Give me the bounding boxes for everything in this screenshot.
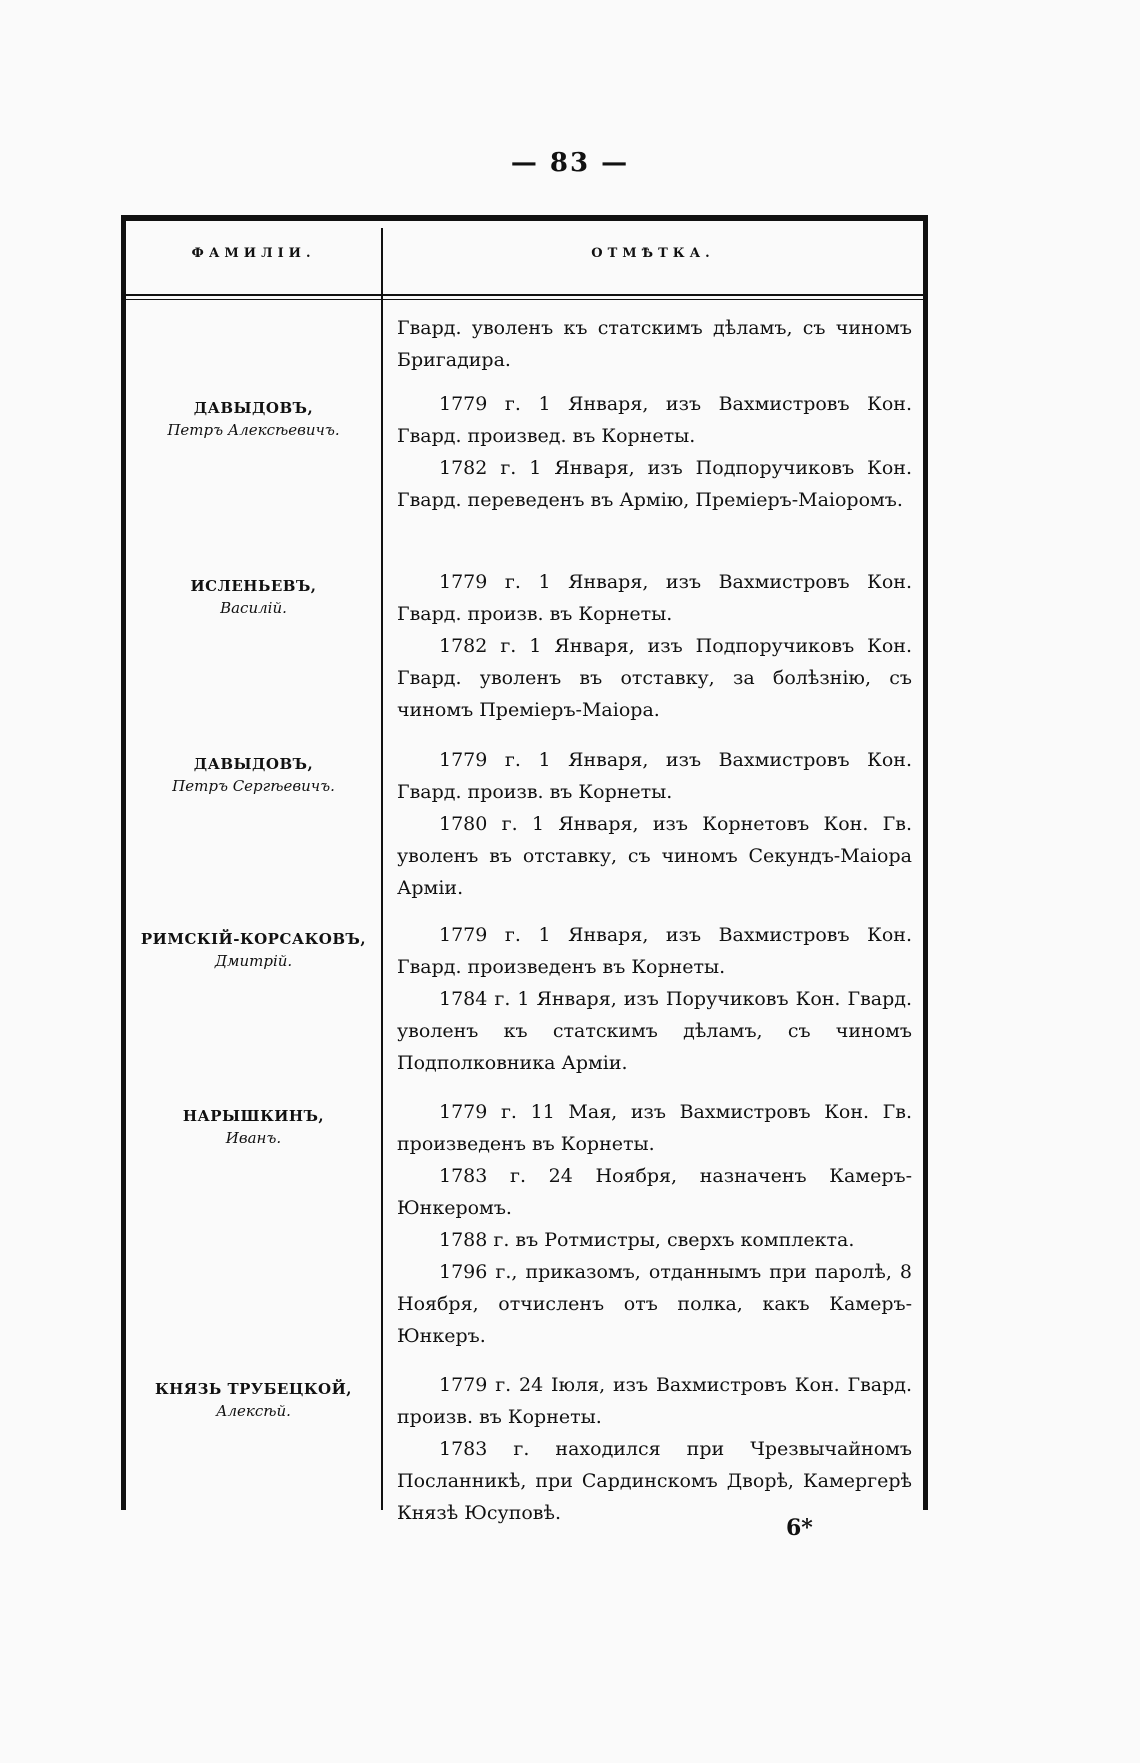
header-names: ФАМИЛІИ. [191,246,316,261]
name-block-trubetskoy [126,1378,381,1422]
entry-davydov-petr-a [397,388,912,516]
entry-paragraph: 1796 г., приказомъ, отданнымъ при паролѣ, 8 Ноября, отчисленъ отъ полка, какъ Камеръ-Юнкеръ. [397,1261,912,1347]
surname: НАРЫШКИНЪ, [182,1107,325,1125]
column-divider [381,228,383,1510]
entry-paragraph: 1782 г. 1 Января, изъ Подпоручиковъ Кон. Гвард. переведенъ въ Армію, Премiеръ-Маiоромъ. [397,457,912,511]
given-name: Василій. [220,599,287,617]
entry-paragraph: 1783 г. находился при Чрезвычайномъ Посланникѣ, при Сардинскомъ Дворѣ, Камергерѣ Князѣ Юсуповѣ. [397,1438,912,1524]
given-name: Алексѣй. [216,1402,291,1420]
page-number: — 83 — [510,148,630,178]
given-name: Петръ Алексѣевичъ. [167,421,340,439]
entry-paragraph: 1779 г. 24 Іюля, изъ Вахмистровъ Кон. Гвард. произв. въ Корнеты. [397,1374,912,1428]
entry-davydov-petr-s [397,744,912,904]
surname: КНЯЗЬ ТРУБЕЦКОЙ, [155,1380,352,1398]
name-block-davydov-petr-s [126,753,381,797]
entry-paragraph: 1779 г. 1 Января, изъ Вахмистровъ Кон. Гвард. произвед. въ Корнеты. [397,393,912,447]
entry-paragraph: 1782 г. 1 Января, изъ Подпоручиковъ Кон. Гвард. уволенъ въ отставку, за болѣзнію, съ чиномъ Премiеръ-Маiора. [397,635,912,721]
entry-paragraph: 1779 г. 1 Января, изъ Вахмистровъ Кон. Гвард. произв. въ Корнеты. [397,571,912,625]
entry-naryshkin [397,1096,912,1352]
entry-paragraph: 1779 г. 11 Мая, изъ Вахмистровъ Кон. Гв. произведенъ въ Корнеты. [397,1101,912,1155]
name-block-naryshkin [126,1105,381,1149]
entry-paragraph: 1783 г. 24 Ноября, назначенъ Камеръ-Юнкеромъ. [397,1165,912,1219]
given-name: Дмитрій. [214,952,293,970]
entry-trubetskoy [397,1369,912,1529]
signature-mark: 6* [786,1515,813,1541]
name-block-rimsky-korsakov [126,928,381,972]
entry-paragraph: 1788 г. въ Ротмистры, сверхъ комплекта. [439,1229,855,1251]
given-name: Иванъ. [225,1129,282,1147]
entry-islenev [397,566,912,726]
header-notes: ОТМѢТКА. [591,246,715,261]
name-block-davydov-petr-a [126,397,381,441]
entry-paragraph: Гвард. уволенъ къ статскимъ дѣламъ, съ чиномъ Бригадира. [397,317,912,371]
entry-paragraph: 1779 г. 1 Января, изъ Вахмистровъ Кон. Гвард. произв. въ Корнеты. [397,749,912,803]
surname: РИМСКІЙ-КОРСАКОВЪ, [140,930,367,948]
surname: ДАВЫДОВЪ, [193,399,314,417]
name-block-islenev [126,575,381,619]
entry-paragraph: 1779 г. 1 Января, изъ Вахмистровъ Кон. Гвард. произведенъ въ Корнеты. [397,924,912,978]
entry-continuation [397,312,912,376]
header-rule [126,294,923,300]
entry-paragraph: 1780 г. 1 Января, изъ Корнетовъ Кон. Гв. уволенъ въ отставку, съ чиномъ Секундъ-Маiора Арміи. [397,813,912,899]
entry-rimsky-korsakov [397,919,912,1079]
surname: ИСЛЕНЬЕВЪ, [190,577,317,595]
given-name: Петръ Сергѣевичъ. [172,777,335,795]
surname: ДАВЫДОВЪ, [193,755,314,773]
entry-paragraph: 1784 г. 1 Января, изъ Поручиковъ Кон. Гвард. уволенъ къ статскимъ дѣламъ, съ чиномъ Подполковника Арміи. [397,988,912,1074]
